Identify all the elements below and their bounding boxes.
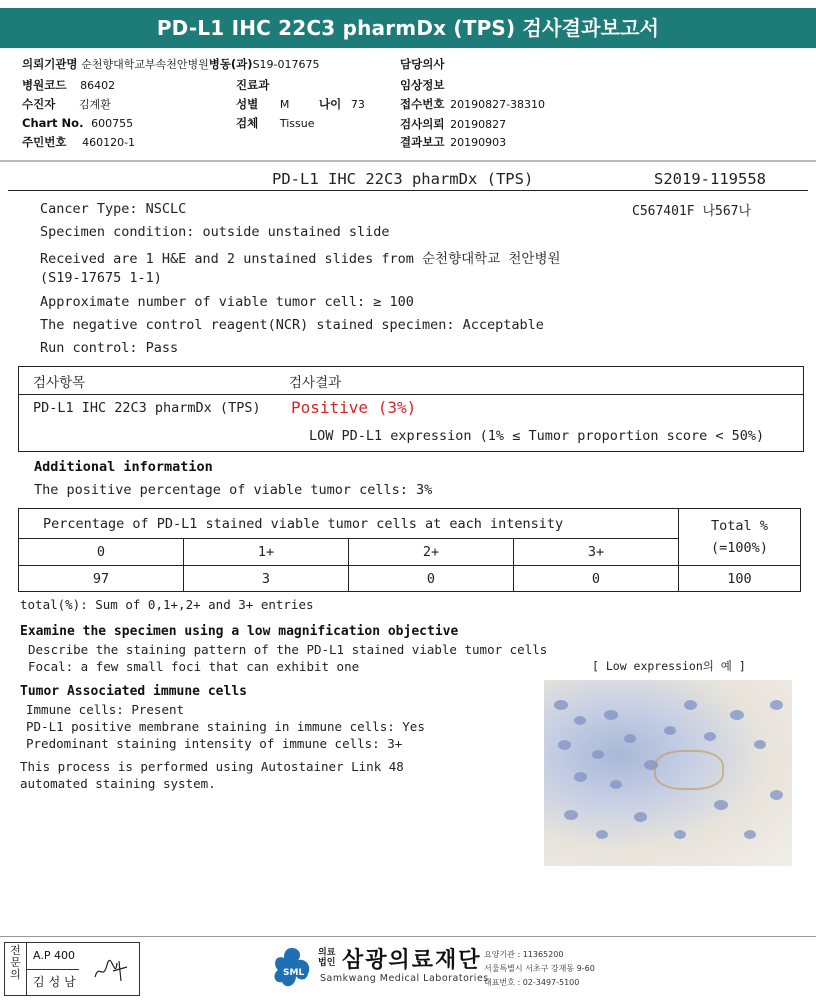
- age-value: 73: [350, 98, 365, 111]
- org-english-name: Samkwang Medical Laboratories: [320, 973, 489, 984]
- specimen-label: 검체: [236, 116, 259, 130]
- intensity-header-3plus: 3+: [514, 539, 679, 566]
- additional-info-title: Additional information: [34, 459, 213, 475]
- total-header-line1: Total %: [711, 518, 768, 534]
- test-name-heading: PD-L1 IHC 22C3 pharmDx (TPS): [272, 170, 534, 188]
- footer-divider: [0, 936, 816, 937]
- intensity-table-caption: Percentage of PD-L1 stained viable tumor cells at each intensity: [19, 509, 679, 539]
- pathologist-name: 김성남: [33, 975, 80, 989]
- resident-no-label: 주민번호: [22, 135, 67, 149]
- age-label: 나이: [319, 97, 342, 111]
- intensity-table: [18, 508, 801, 592]
- license-number: A.P 400: [33, 949, 75, 962]
- specimen-condition: Specimen condition: outside unstained slide: [40, 224, 390, 240]
- intensity-value-1plus: 3: [184, 566, 349, 592]
- intensity-header-1plus: 1+: [184, 539, 349, 566]
- signature-mark: [91, 955, 131, 985]
- block-id: C567401F 나567나: [632, 204, 752, 219]
- institution-label: 의뢰기관명: [22, 57, 78, 71]
- immune-line2: PD-L1 positive membrane staining in immune cells: Yes: [26, 719, 425, 734]
- total-header: [679, 509, 801, 566]
- image-caption: [ Low expression의 예 ]: [592, 659, 746, 673]
- viable-tumor-count: Approximate number of viable tumor cell: ≥ 100: [40, 294, 414, 310]
- additional-info-text: The positive percentage of viable tumor cells: 3%: [34, 482, 433, 498]
- report-date-value: 20190903: [450, 136, 507, 149]
- dept-label: 진료과: [236, 78, 270, 92]
- col-result-header: 검사결과: [289, 375, 342, 391]
- process-line2: automated staining system.: [20, 776, 216, 791]
- chart-no-value: 600755: [91, 117, 134, 130]
- histology-image: [544, 680, 792, 866]
- report-date-label: 결과보고: [400, 135, 445, 149]
- intensity-header-2plus: 2+: [349, 539, 514, 566]
- low-mag-title: Examine the specimen using a low magnification objective: [20, 624, 459, 639]
- clinical-info-label: 임상정보: [400, 78, 445, 92]
- ward-value: S19-017675: [252, 58, 320, 71]
- chart-no-label: Chart No.: [22, 116, 84, 130]
- specimen-value: Tissue: [279, 117, 315, 130]
- low-mag-line1: Describe the staining pattern of the PD-L1 stained viable tumor cells: [28, 642, 548, 657]
- intensity-total: 100: [679, 566, 801, 592]
- specialist-label: 전문의: [5, 943, 27, 995]
- hospital-code-label: 병원코드: [22, 78, 67, 92]
- accession-number: S2019-119558: [654, 170, 766, 188]
- patient-label: 수진자: [22, 97, 56, 111]
- ward-label: 병동(과): [208, 57, 253, 71]
- result-interpretation: LOW PD-L1 expression (1% ≤ Tumor proportion score < 50%): [309, 428, 765, 444]
- org-name: 삼광의료재단: [342, 948, 482, 973]
- doctor-label: 담당의사: [400, 57, 445, 71]
- cancer-type: Cancer Type: NSCLC: [40, 201, 187, 217]
- result-item-name: PD-L1 IHC 22C3 pharmDx (TPS): [33, 400, 261, 416]
- ncr-status: The negative control reagent(NCR) stained specimen: Acceptable: [40, 317, 544, 333]
- hospital-code-value: 86402: [80, 79, 116, 92]
- total-header-line2: (=100%): [711, 540, 768, 556]
- resident-no-value: 460120-1: [82, 136, 136, 149]
- process-line1: This process is performed using Autostainer Link 48: [20, 759, 404, 774]
- receipt-no-label: 접수번호: [400, 97, 445, 111]
- immune-line3: Predominant staining intensity of immune cells: 3+: [26, 736, 403, 751]
- agency-number: 요양기관 : 11365200: [484, 950, 564, 959]
- slide-id: (S19-17675 1-1): [40, 270, 162, 286]
- patient-value: 김계환: [78, 98, 111, 111]
- request-label: 검사의뢰: [400, 117, 445, 131]
- report-title: PD-L1 IHC 22C3 pharmDx (TPS) 검사결과보고서: [0, 8, 816, 48]
- request-value: 20190827: [450, 118, 507, 131]
- receipt-no-value: 20190827-38310: [450, 98, 546, 111]
- org-address: 서울특별시 서초구 강재동 9-60: [484, 964, 595, 973]
- immune-line1: Immune cells: Present: [26, 702, 185, 717]
- intensity-value-0: 97: [19, 566, 184, 592]
- total-note: total(%): Sum of 0,1+,2+ and 3+ entries: [20, 597, 314, 612]
- signature-box: [4, 942, 140, 996]
- body-divider: [8, 190, 808, 191]
- result-positive: Positive (3%): [291, 398, 417, 417]
- institution-value: 순천향대학교부속천안병원: [81, 58, 209, 71]
- org-phone: 대표번호 : 02-3497-5100: [484, 978, 580, 987]
- intensity-value-2plus: 0: [349, 566, 514, 592]
- immune-title: Tumor Associated immune cells: [20, 684, 247, 699]
- sml-logo-icon: [272, 946, 312, 990]
- result-table-divider: [19, 394, 803, 395]
- low-mag-line2: Focal: a few small foci that can exhibit one: [28, 659, 360, 674]
- svg-text:SML: SML: [283, 968, 305, 978]
- sex-value: M: [279, 98, 290, 111]
- result-table: [18, 366, 804, 452]
- intensity-header-0: 0: [19, 539, 184, 566]
- received-slides: Received are 1 H&E and 2 unstained slides from 순천향대학교 천안병원: [40, 251, 561, 267]
- intensity-value-3plus: 0: [514, 566, 679, 592]
- org-prefix: 의료 법인: [318, 948, 336, 968]
- col-item-header: 검사항목: [33, 375, 86, 391]
- run-control: Run control: Pass: [40, 340, 179, 356]
- sex-label: 성별: [236, 97, 259, 111]
- header-divider: [0, 160, 816, 162]
